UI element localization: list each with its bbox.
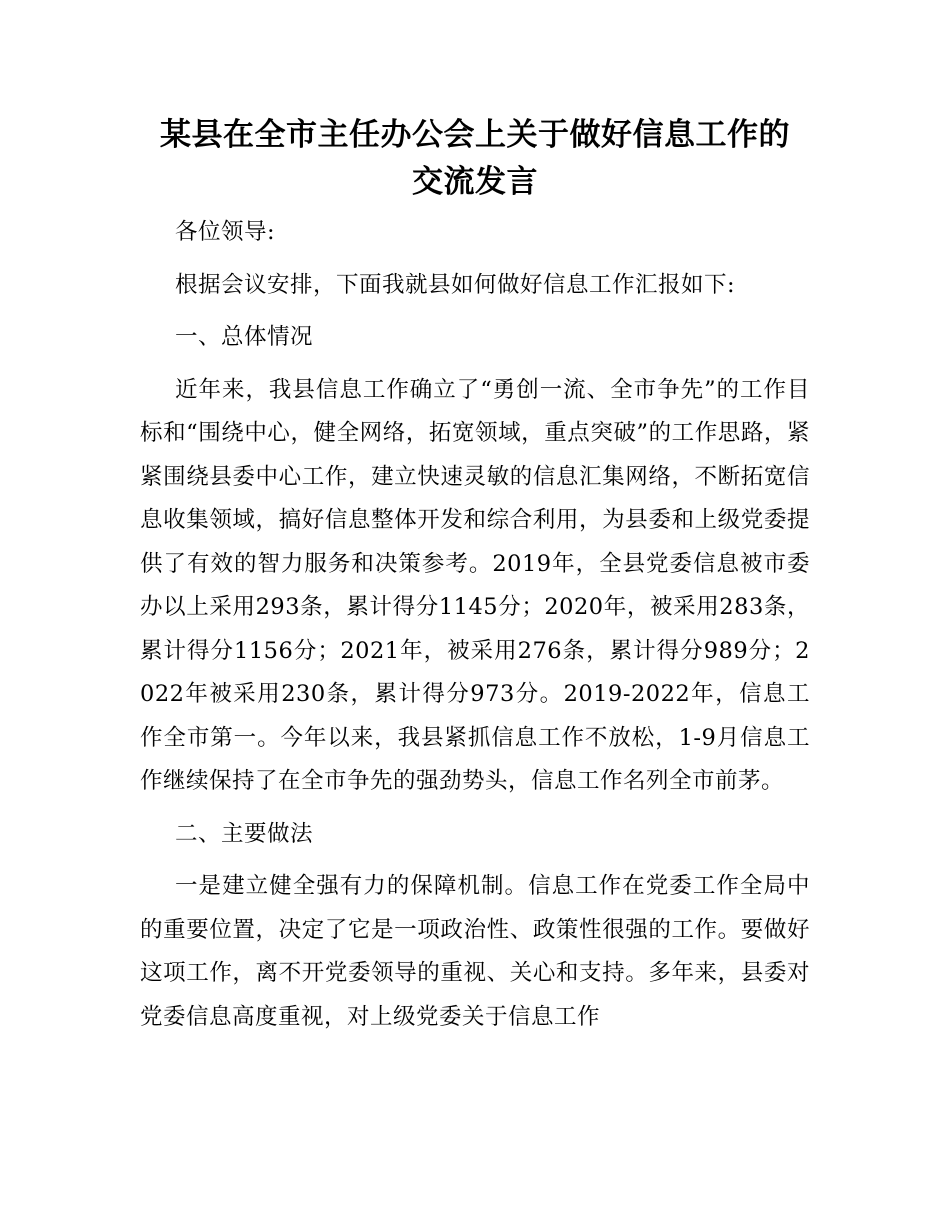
document-title (120, 112, 830, 206)
section-heading-practices: 二、主要做法 (175, 820, 314, 847)
practices-paragraph: 一是建立健全强有力的保障机制。信息工作在党委工作全局中的重要位置，决定了它是一项政治性、政策性很强的工作。要做好这项工作，离不开党委领导的重视、关心和支持。多年来，县委对党委信息高度重视，对上级党委关于信息工作 (140, 873, 810, 1030)
document-body (140, 211, 810, 1048)
title-line-1: 某县在全市主任办公会上关于做好信息工作的 (160, 117, 790, 153)
salutation: 各位领导: (175, 219, 276, 245)
overview-paragraph: 近年来，我县信息工作确立了“勇创一流、全市争先”的工作目标和“围绕中心，健全网络，拓宽领域，重点突破”的工作思路，紧紧围绕县委中心工作，建立快速灵敏的信息汇集网络，不断拓宽信息收集领域，搞好信息整体开发和综合利用，为县委和上级党委提供了有效的智力服务和决策参考。2019年，全县党委信息被市委办以上采用293条，累计得分1145分；2020年，被采用283条，累计得分1156分；2021年，被采用276条，累计得分989分；2022年被采用230条，累计得分973分。2019-2022年，信息工作全市第一。今年以来，我县紧抓信息工作不放松，1-9月信息工作继续保持了在全市争先的强劲势头，信息工作名列全市前茅。 (140, 376, 810, 794)
intro-paragraph: 根据会议安排，下面我就县如何做好信息工作汇报如下: (175, 271, 736, 298)
section-heading-overview: 一、总体情况 (175, 324, 314, 350)
title-line-2: 交流发言 (412, 164, 538, 200)
